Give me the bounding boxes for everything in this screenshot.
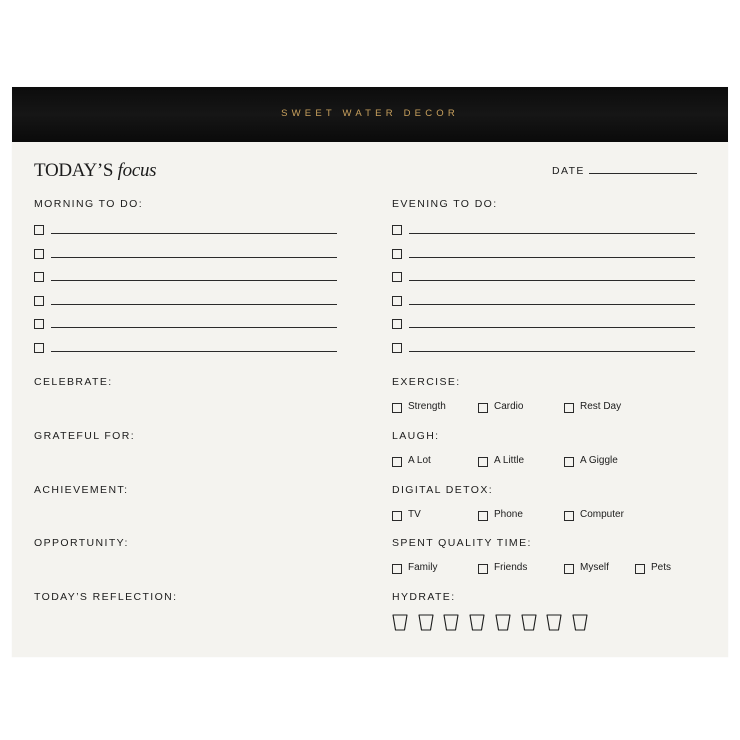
option-label: TV — [408, 509, 421, 520]
option-label: Myself — [580, 562, 609, 573]
section-label: LAUGH: — [392, 430, 440, 442]
morning-todo-line-2[interactable] — [51, 257, 337, 258]
evening-todo-checkbox-1[interactable] — [392, 225, 402, 235]
brand-name: SWEET WATER DECOR — [281, 108, 459, 119]
section-label: ACHIEVEMENT: — [34, 484, 129, 496]
option-checkbox[interactable] — [564, 511, 574, 521]
evening-todo-line-3[interactable] — [409, 280, 695, 281]
option-label: Family — [408, 562, 438, 573]
option-label: A Giggle — [580, 455, 618, 466]
section-label: EXERCISE: — [392, 376, 461, 388]
evening-todo-line-5[interactable] — [409, 327, 695, 328]
morning-todo-checkbox-3[interactable] — [34, 272, 44, 282]
option-checkbox[interactable] — [392, 457, 402, 467]
section-label: GRATEFUL FOR: — [34, 430, 136, 442]
evening-todo-checkbox-6[interactable] — [392, 343, 402, 353]
water-cup-icon[interactable] — [469, 614, 485, 631]
option-checkbox[interactable] — [478, 564, 488, 574]
morning-todo-line-3[interactable] — [51, 280, 337, 281]
hydrate-label: HYDRATE: — [392, 591, 456, 603]
page-title — [34, 160, 156, 182]
option-label: Phone — [494, 509, 523, 520]
morning-todo-line-1[interactable] — [51, 233, 337, 234]
water-cup-icon[interactable] — [418, 614, 434, 631]
title-main: TODAY’S — [34, 160, 114, 181]
morning-todo-checkbox-1[interactable] — [34, 225, 44, 235]
evening-todo-label: EVENING TO DO: — [392, 198, 498, 210]
section-label: DIGITAL DETOX: — [392, 484, 494, 496]
morning-todo-checkbox-2[interactable] — [34, 249, 44, 259]
option-label: Cardio — [494, 401, 524, 412]
date-field[interactable] — [589, 173, 697, 174]
option-checkbox[interactable] — [564, 403, 574, 413]
water-cup-icon[interactable] — [546, 614, 562, 631]
morning-todo-checkbox-5[interactable] — [34, 319, 44, 329]
option-label: A Lot — [408, 455, 431, 466]
option-checkbox[interactable] — [392, 511, 402, 521]
planner-pad — [12, 87, 728, 657]
water-cup-icon[interactable] — [392, 614, 408, 631]
evening-todo-checkbox-5[interactable] — [392, 319, 402, 329]
date-label: DATE — [552, 165, 585, 177]
evening-todo-line-2[interactable] — [409, 257, 695, 258]
title-italic: focus — [117, 160, 157, 181]
evening-todo-checkbox-3[interactable] — [392, 272, 402, 282]
water-cup-icon[interactable] — [443, 614, 459, 631]
option-checkbox[interactable] — [564, 564, 574, 574]
section-label: CELEBRATE: — [34, 376, 113, 388]
option-label: A Little — [494, 455, 525, 466]
option-label: Friends — [494, 562, 528, 573]
option-label: Rest Day — [580, 401, 622, 412]
option-label: Computer — [580, 509, 624, 520]
option-checkbox[interactable] — [478, 403, 488, 413]
water-cup-icon[interactable] — [572, 614, 588, 631]
option-checkbox[interactable] — [392, 403, 402, 413]
option-checkbox[interactable] — [635, 564, 645, 574]
morning-todo-label: MORNING TO DO: — [34, 198, 144, 210]
section-label: TODAY’S REFLECTION: — [34, 591, 178, 603]
option-checkbox[interactable] — [478, 511, 488, 521]
water-cup-icon[interactable] — [521, 614, 537, 631]
option-checkbox[interactable] — [392, 564, 402, 574]
option-checkbox[interactable] — [478, 457, 488, 467]
evening-todo-line-4[interactable] — [409, 304, 695, 305]
option-label: Pets — [651, 562, 672, 573]
brand-header — [12, 87, 728, 142]
option-checkbox[interactable] — [564, 457, 574, 467]
evening-todo-line-6[interactable] — [409, 351, 695, 352]
evening-todo-checkbox-4[interactable] — [392, 296, 402, 306]
morning-todo-checkbox-6[interactable] — [34, 343, 44, 353]
morning-todo-line-6[interactable] — [51, 351, 337, 352]
option-label: Strength — [408, 401, 446, 412]
evening-todo-checkbox-2[interactable] — [392, 249, 402, 259]
morning-todo-line-5[interactable] — [51, 327, 337, 328]
water-cup-icon[interactable] — [495, 614, 511, 631]
morning-todo-line-4[interactable] — [51, 304, 337, 305]
section-label: OPPORTUNITY: — [34, 537, 129, 549]
evening-todo-line-1[interactable] — [409, 233, 695, 234]
morning-todo-checkbox-4[interactable] — [34, 296, 44, 306]
section-label: SPENT QUALITY TIME: — [392, 537, 532, 549]
